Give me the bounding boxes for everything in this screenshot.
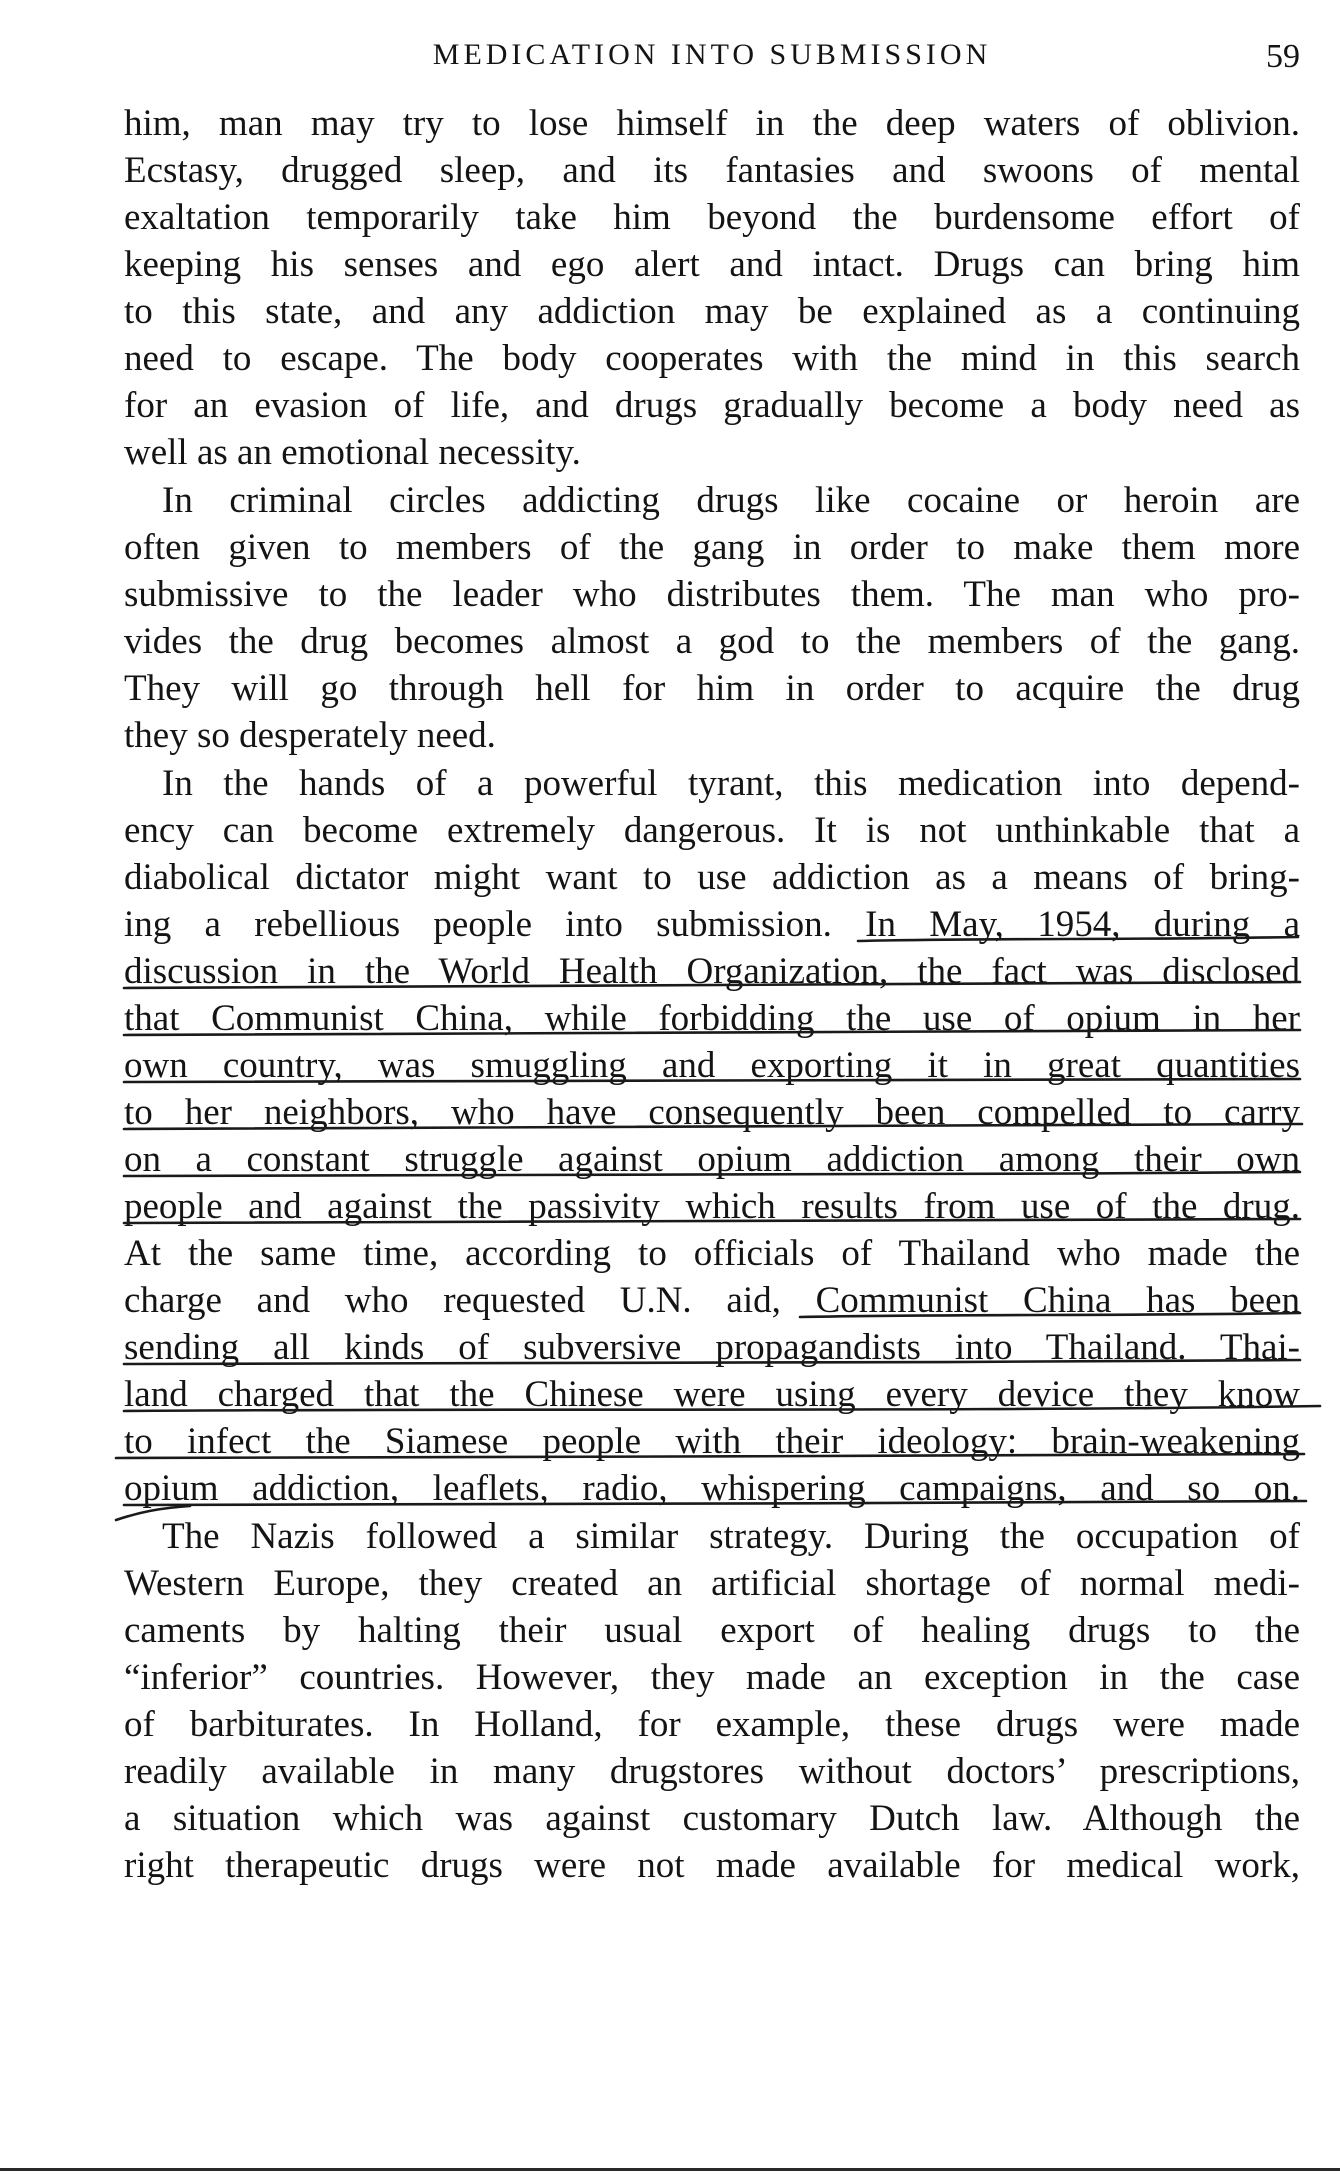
text-line: opium addiction, leaflets, radio, whispering campaigns, and so on. xyxy=(124,1468,1300,1509)
text-line: They will go through hell for him in order to acquire the drug xyxy=(124,668,1300,709)
text-line: charge and who requested U.N. aid, Communist China has been xyxy=(124,1280,1300,1321)
text-line: need to escape. The body cooperates with the mind in this search xyxy=(124,338,1300,379)
text-line: readily available in many drugstores without doctors’ prescriptions, xyxy=(124,1751,1300,1792)
page-number: 59 xyxy=(1266,38,1300,75)
text-line: to her neighbors, who have consequently been compelled to carry xyxy=(124,1092,1300,1133)
text-line: exaltation temporarily take him beyond the burdensome effort of xyxy=(124,197,1300,238)
text-line: land charged that the Chinese were using every device they know xyxy=(124,1374,1300,1415)
text-line: a situation which was against customary Dutch law. Although the xyxy=(124,1798,1300,1839)
text-line: caments by halting their usual export of healing drugs to the xyxy=(124,1610,1300,1651)
text-line: The Nazis followed a similar strategy. During the occupation of xyxy=(162,1516,1300,1557)
text-line: keeping his senses and ego alert and intact. Drugs can bring him xyxy=(124,244,1300,285)
text-line: Ecstasy, drugged sleep, and its fantasies and swoons of mental xyxy=(124,150,1300,191)
text-line: people and against the passivity which results from use of the drug. xyxy=(124,1186,1300,1227)
text-line: Western Europe, they created an artificial shortage of normal medi- xyxy=(124,1563,1300,1604)
text-line: often given to members of the gang in order to make them more xyxy=(124,527,1300,568)
text-line: sending all kinds of subversive propagandists into Thailand. Thai- xyxy=(124,1327,1300,1368)
text-line: him, man may try to lose himself in the deep waters of oblivion. xyxy=(124,103,1300,144)
text-line: At the same time, according to officials of Thailand who made the xyxy=(124,1233,1300,1274)
text-line: submissive to the leader who distributes them. The man who pro- xyxy=(124,574,1300,615)
page-header xyxy=(124,38,1300,78)
text-line: to this state, and any addiction may be explained as a continuing xyxy=(124,291,1300,332)
text-line: on a constant struggle against opium addiction among their own xyxy=(124,1139,1300,1180)
text-line: right therapeutic drugs were not made available for medical work, xyxy=(124,1845,1300,1886)
text-line: to infect the Siamese people with their ideology: brain-weakening xyxy=(124,1421,1300,1462)
text-line: well as an emotional necessity. xyxy=(124,432,581,473)
text-line: of barbiturates. In Holland, for example, these drugs were made xyxy=(124,1704,1300,1745)
text-line: discussion in the World Health Organization, the fact was disclosed xyxy=(124,951,1300,992)
text-line: that Communist China, while forbidding the use of opium in her xyxy=(124,998,1300,1039)
text-line: they so desperately need. xyxy=(124,715,496,756)
text-line: In the hands of a powerful tyrant, this medication into depend- xyxy=(162,763,1300,804)
text-line: for an evasion of life, and drugs gradually become a body need as xyxy=(124,385,1300,426)
text-line: “inferior” countries. However, they made an exception in the case xyxy=(124,1657,1300,1698)
text-line: own country, was smuggling and exporting it in great quantities xyxy=(124,1045,1300,1086)
page-edge-rule xyxy=(0,2168,1340,2171)
text-line: vides the drug becomes almost a god to the members of the gang. xyxy=(124,621,1300,662)
running-title: MEDICATION INTO SUBMISSION xyxy=(432,38,992,71)
text-line: ency can become extremely dangerous. It is not unthinkable that a xyxy=(124,810,1300,851)
text-line: diabolical dictator might want to use addiction as a means of bring- xyxy=(124,857,1300,898)
text-line: ing a rebellious people into submission. In May, 1954, during a xyxy=(124,904,1300,945)
text-line: In criminal circles addicting drugs like cocaine or heroin are xyxy=(162,480,1300,521)
